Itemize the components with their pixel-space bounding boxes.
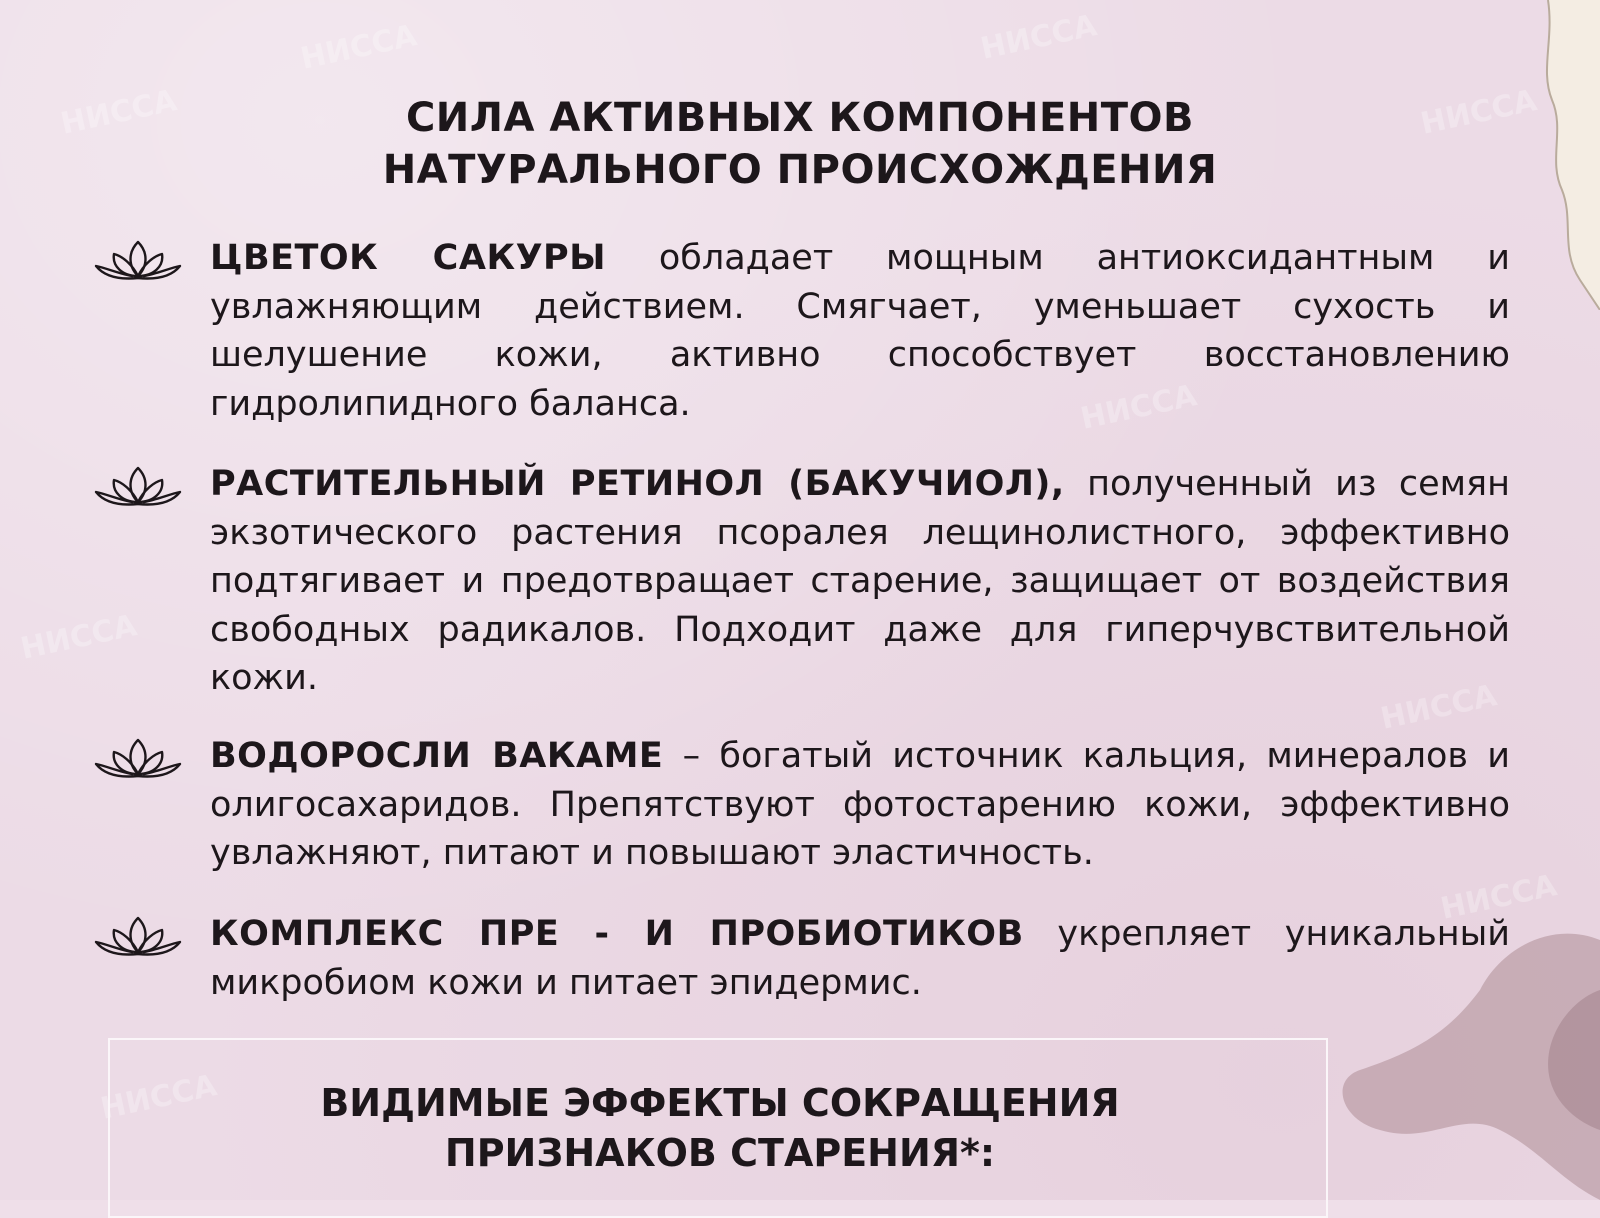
watermark: НИССА [1377,678,1500,737]
ingredient-text: полученный из семян экзотического растения псоралея лещинолистного, эффективно подтягивает и предотвращает старение, защищает от воздействия свободных радикалов. Подходит даже для гиперчувствительной кожи. [210,464,1510,698]
lotus-icon [92,914,184,960]
watermark: НИССА [1437,868,1560,927]
effects-title [0,1078,1440,1178]
ingredient-name: РАСТИТЕЛЬНЫЙ РЕТИНОЛ (БАКУЧИОЛ), [210,464,1065,504]
ingredient-text: – богатый источник кальция, минералов и олигосахаридов. Препятствуют фотостарению кожи, эффективно увлажняют, питают и повышают эластичность. [210,736,1510,873]
section-title-line-1: СИЛА АКТИВНЫХ КОМПОНЕНТОВ [405,95,1195,141]
ingredient-name: ВОДОРОСЛИ ВАКАМЕ [210,736,664,776]
ingredient-name: ЦВЕТОК САКУРЫ [210,238,606,278]
ingredient-description [210,732,1510,878]
ingredient-name: КОМПЛЕКС ПРЕ - И ПРОБИОТИКОВ [210,914,1024,954]
watermark: НИССА [977,8,1100,67]
ingredient-description [210,910,1510,1007]
ingredient-text: обладает мощным антиоксидантным и увлажняющим действием. Смягчает, уменьшает сухость и шелушение кожи, активно способствует восстановлению гидролипидного баланса. [210,238,1511,424]
ingredient-description [210,234,1510,428]
effects-title-line-1: ВИДИМЫЕ ЭФФЕКТЫ СОКРАЩЕНИЯ [320,1081,1120,1125]
watermark: НИССА [297,18,420,77]
effects-title-line-2: ПРИЗНАКОВ СТАРЕНИЯ*: [444,1131,996,1175]
watermark: НИССА [1417,83,1540,142]
section-title [0,92,1600,196]
lotus-icon [92,238,184,284]
watermark: НИССА [97,1068,220,1127]
lotus-icon [92,736,184,782]
ingredient-description [210,460,1510,703]
ingredient-text: укрепляет уникальный микробиом кожи и питает эпидермис. [210,914,1511,1003]
lotus-icon [92,464,184,510]
watermark: НИССА [1077,378,1200,437]
section-title-line-2: НАТУРАЛЬНОГО ПРОИСХОЖДЕНИЯ [382,147,1218,193]
watermark: НИССА [17,608,140,667]
watermark: НИССА [57,83,180,142]
